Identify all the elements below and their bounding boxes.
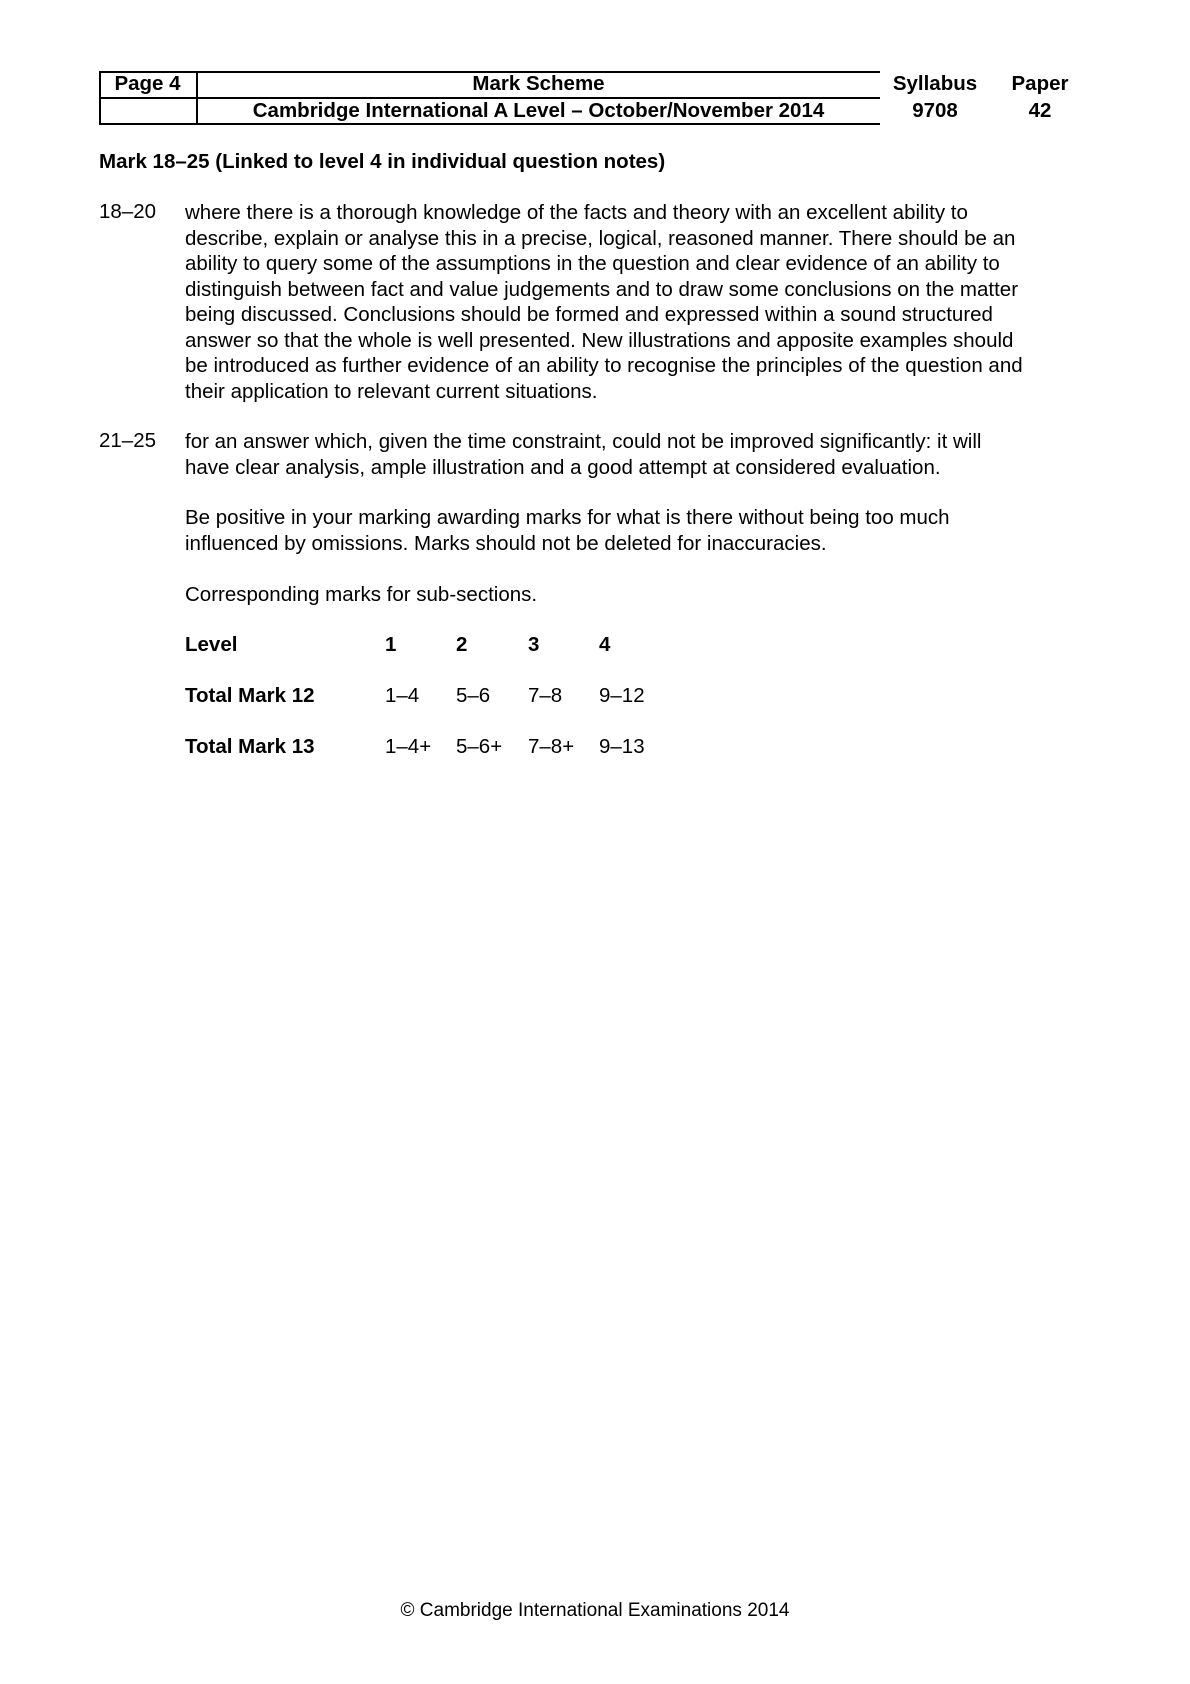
text-line: ability to query some of the assumptions in the question and clear evidence of an ability to bbox=[185, 252, 1000, 275]
page-footer: © Cambridge International Examinations 2014 bbox=[400, 1600, 790, 1621]
text-line: Be positive in your marking awarding marks for what is there without being too much bbox=[185, 506, 950, 529]
text-line: have clear analysis, ample illustration and a good attempt at considered evaluation. bbox=[185, 455, 941, 479]
text-line: for an answer which, given the time constraint, could not be improved significantly: it will bbox=[185, 430, 982, 453]
table-header-cell: 1 bbox=[385, 633, 397, 656]
table-header-cell: 4 bbox=[599, 633, 611, 656]
table-cell: 7–8 bbox=[528, 684, 563, 707]
table-cell: 7–8+ bbox=[528, 735, 575, 758]
table-cell: 5–6 bbox=[456, 684, 491, 707]
band-range-21-25: 21–25 bbox=[99, 429, 157, 452]
header-subtitle: Cambridge International A Level – October/November 2014 bbox=[252, 99, 825, 122]
text-line: answer so that the whole is well presented. New illustrations and apposite examples should bbox=[185, 328, 1014, 352]
text-line: where there is a thorough knowledge of the facts and theory with an excellent ability to bbox=[185, 201, 968, 224]
table-row-label: Total Mark 13 bbox=[185, 735, 315, 758]
header-page: Page 4 bbox=[114, 72, 181, 95]
table-cell: 9–12 bbox=[599, 684, 645, 707]
section-heading: Mark 18–25 (Linked to level 4 in individual question notes) bbox=[99, 150, 666, 173]
marking-note bbox=[185, 505, 950, 556]
header-syllabus-label: Syllabus bbox=[892, 72, 978, 95]
text-line: describe, explain or analyse this in a precise, logical, reasoned manner. There should be an bbox=[185, 226, 1016, 250]
band-range-18-20: 18–20 bbox=[99, 200, 157, 223]
table-cell: 1–4 bbox=[385, 684, 420, 707]
table-header-cell: 3 bbox=[528, 633, 540, 656]
text-line: being discussed. Conclusions should be formed and expressed within a sound structured bbox=[185, 303, 993, 326]
text-line: be introduced as further evidence of an ability to recognise the principles of the question and bbox=[185, 354, 1023, 377]
header-syllabus-value: 9708 bbox=[912, 99, 958, 122]
header-title: Mark Scheme bbox=[472, 72, 605, 95]
header-paper-label: Paper bbox=[1011, 72, 1069, 95]
table-row-label: Total Mark 12 bbox=[185, 684, 315, 707]
band-description-18-20 bbox=[185, 200, 1023, 404]
table-cell: 5–6+ bbox=[456, 735, 503, 758]
text-line: their application to relevant current situations. bbox=[185, 379, 598, 403]
text-line: Corresponding marks for sub-sections. bbox=[185, 583, 538, 606]
page-header bbox=[99, 71, 1079, 125]
corresponding-marks-text bbox=[185, 582, 537, 608]
text-line: distinguish between fact and value judgements and to draw some conclusions on the matter bbox=[185, 277, 1019, 301]
header-paper-value: 42 bbox=[1028, 99, 1052, 122]
text-line: influenced by omissions. Marks should not be deleted for inaccuracies. bbox=[185, 531, 827, 555]
band-description-21-25 bbox=[185, 429, 981, 480]
table-cell: 1–4+ bbox=[385, 735, 432, 758]
table-cell: 9–13 bbox=[599, 735, 645, 758]
table-header-level: Level bbox=[185, 633, 238, 656]
table-header-cell: 2 bbox=[456, 633, 468, 656]
